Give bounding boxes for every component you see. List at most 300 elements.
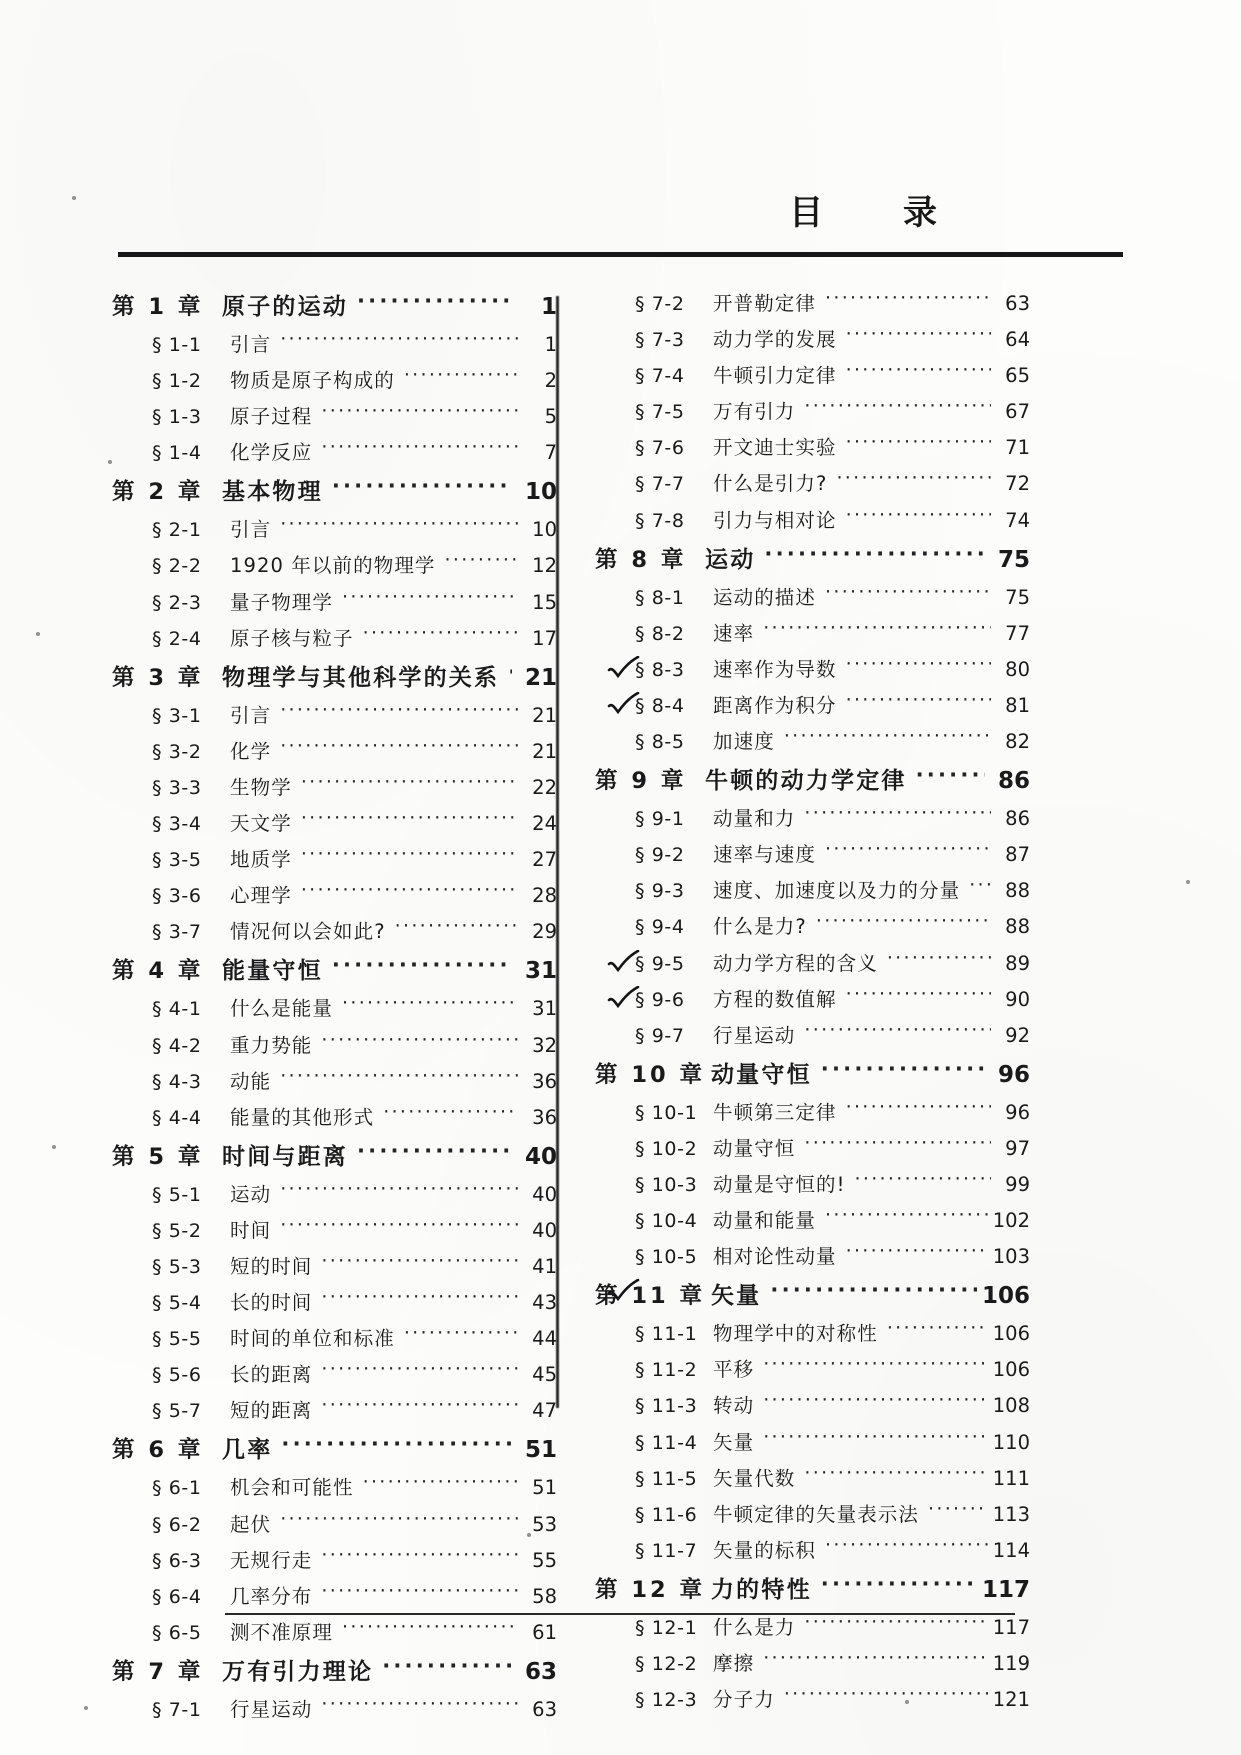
- section-title: 1920 年以前的物理学: [230, 554, 436, 578]
- chapter-title: 力的特性: [710, 1576, 812, 1603]
- toc-section-row: [112, 1323, 557, 1359]
- page-number: 2: [544, 369, 557, 393]
- section-label: § 6-3: [152, 1549, 202, 1572]
- section-title: 能量的其他形式: [230, 1105, 375, 1129]
- page-number: 102: [992, 1209, 1030, 1233]
- toc-section-row: [112, 1617, 557, 1653]
- section-label: § 11-6: [635, 1503, 698, 1526]
- page-number: 58: [532, 1584, 557, 1608]
- page-number: 21: [532, 739, 557, 763]
- toc-section-row: [595, 505, 1030, 541]
- page-number: 80: [1005, 657, 1030, 681]
- dot-leader: [445, 556, 518, 572]
- dot-leader: [825, 1541, 988, 1557]
- dot-leader: [357, 1148, 512, 1164]
- dot-leader: [763, 1360, 988, 1376]
- toc-section-row: [595, 911, 1030, 947]
- page-number: 117: [981, 1576, 1030, 1603]
- toc-section-row: [595, 803, 1030, 839]
- section-title: 加速度: [713, 730, 775, 754]
- toc-chapter-row: [112, 659, 557, 700]
- dot-leader: [382, 1663, 512, 1679]
- dot-leader: [280, 1072, 518, 1088]
- scan-speck: [84, 1706, 88, 1710]
- section-title: 什么是力?: [713, 915, 807, 939]
- section-label: § 12-2: [635, 1653, 698, 1675]
- page-number: 89: [1005, 951, 1030, 975]
- page-number: 47: [532, 1399, 557, 1423]
- toc-section-row: [595, 1390, 1030, 1426]
- page-number: 81: [1005, 693, 1030, 717]
- dot-leader: [804, 402, 991, 418]
- section-title: 情况何以会如此?: [230, 920, 386, 944]
- page-number: 45: [532, 1363, 557, 1387]
- chapter-title: 万有引力理论: [222, 1658, 374, 1685]
- dot-leader: [321, 1401, 518, 1417]
- dot-leader: [301, 814, 518, 830]
- toc-section-row: [595, 582, 1030, 618]
- section-label: § 10-3: [635, 1173, 698, 1196]
- toc-section-row: [595, 984, 1030, 1020]
- section-label: § 1-3: [152, 406, 202, 429]
- chapter-title: 矢量: [710, 1283, 762, 1310]
- dot-leader: [846, 366, 991, 382]
- section-label: § 11-3: [635, 1395, 698, 1418]
- chapter-title: 能量守恒: [222, 958, 323, 985]
- page-number: 106: [981, 1283, 1030, 1310]
- footer-rule: [225, 1613, 1015, 1615]
- dot-leader: [764, 551, 985, 567]
- section-title: 相对论性动量: [713, 1245, 837, 1269]
- section-label: § 5-7: [152, 1400, 202, 1423]
- chapter-label: 第 3 章: [112, 664, 204, 691]
- section-label: § 1-4: [152, 442, 202, 465]
- section-label: § 5-2: [152, 1219, 202, 1242]
- dot-leader: [804, 1469, 987, 1485]
- chapter-label: 第 11 章: [595, 1283, 705, 1310]
- toc-section-row: [595, 1684, 1030, 1720]
- toc-right-column: [595, 288, 1030, 1730]
- dot-leader: [342, 1623, 518, 1639]
- section-title: 转动: [713, 1394, 755, 1418]
- dot-leader: [280, 1515, 518, 1531]
- section-label: § 5-1: [152, 1183, 202, 1206]
- dot-leader: [825, 845, 991, 861]
- section-title: 引言: [230, 518, 272, 542]
- page-number: 61: [532, 1620, 557, 1644]
- page-number: 86: [997, 768, 1030, 795]
- chapter-label: 第 1 章: [112, 294, 204, 320]
- page-number: 121: [992, 1688, 1030, 1712]
- chapter-label: 第 12 章: [595, 1576, 705, 1603]
- section-title: 引言: [230, 333, 272, 356]
- section-label: § 7-2: [635, 293, 685, 315]
- toc-section-row: [112, 772, 557, 808]
- chapter-label: 第 9 章: [595, 768, 687, 795]
- section-label: § 7-4: [635, 365, 685, 388]
- dot-leader: [846, 438, 991, 454]
- page-number: 1: [544, 333, 557, 356]
- toc-section-row: [595, 1499, 1030, 1535]
- section-title: 时间的单位和标准: [230, 1327, 395, 1351]
- page-number: 36: [532, 1105, 557, 1129]
- toc-section-row: [112, 623, 557, 659]
- toc-section-row: [595, 1169, 1030, 1205]
- dot-leader: [763, 1654, 988, 1670]
- toc-chapter-row: [112, 1653, 557, 1694]
- section-label: § 11-2: [635, 1359, 698, 1382]
- dot-leader: [887, 1324, 988, 1340]
- chapter-title: 几率: [222, 1437, 273, 1464]
- page-number: 90: [1005, 987, 1030, 1011]
- dot-leader: [342, 593, 518, 609]
- dot-leader: [846, 990, 991, 1006]
- section-label: § 7-6: [635, 437, 685, 460]
- toc-section-row: [112, 700, 557, 736]
- dot-leader: [916, 772, 985, 788]
- dot-leader: [321, 1293, 518, 1309]
- chapter-title: 原子的运动: [222, 294, 348, 320]
- dot-leader: [363, 1478, 518, 1494]
- dot-leader: [383, 1108, 518, 1124]
- section-title: 量子物理学: [230, 590, 334, 614]
- page-number: 24: [532, 812, 557, 836]
- section-label: § 3-6: [152, 885, 202, 908]
- page-number: 40: [524, 1143, 557, 1170]
- toc-section-row: [595, 360, 1030, 396]
- dot-leader: [301, 850, 518, 866]
- dot-leader: [321, 1257, 518, 1273]
- dot-leader: [280, 706, 518, 722]
- scan-speck: [52, 1145, 56, 1149]
- section-title: 矢量的标积: [713, 1538, 817, 1562]
- page-number: 40: [532, 1218, 557, 1242]
- dot-leader: [332, 483, 512, 499]
- section-title: 测不准原理: [230, 1620, 334, 1644]
- section-label: § 1-1: [152, 334, 202, 356]
- dot-leader: [770, 1287, 977, 1303]
- section-label: § 9-4: [635, 916, 685, 939]
- page-number: 99: [1005, 1172, 1030, 1196]
- section-title: 万有引力: [713, 400, 796, 424]
- scan-speck: [905, 1700, 909, 1704]
- page-number: 87: [1005, 843, 1030, 867]
- dot-leader: [321, 1587, 518, 1603]
- section-title: 无规行走: [230, 1548, 313, 1572]
- page-number: 29: [532, 920, 557, 944]
- section-title: 动力学方程的含义: [713, 951, 878, 975]
- section-label: § 2-2: [152, 555, 202, 578]
- section-label: § 8-5: [635, 731, 685, 754]
- chapter-label: 第 2 章: [112, 479, 204, 506]
- chapter-title: 时间与距离: [222, 1143, 348, 1170]
- page-title: 目 录: [789, 193, 971, 233]
- toc-section-row: [595, 654, 1030, 690]
- section-title: 引力与相对论: [713, 508, 837, 532]
- dot-leader: [821, 1066, 985, 1082]
- chapter-title: 动量守恒: [710, 1061, 812, 1088]
- section-title: 动量和能量: [713, 1209, 817, 1233]
- section-label: § 10-4: [635, 1210, 698, 1233]
- dot-leader: [280, 742, 518, 758]
- page-number: 88: [1005, 915, 1030, 939]
- dot-leader: [784, 1690, 988, 1706]
- toc-chapter-row: [112, 1138, 557, 1179]
- page-number: 77: [1005, 621, 1030, 645]
- dot-leader: [280, 520, 518, 536]
- page-number: 21: [524, 664, 557, 691]
- chapter-title: 运动: [705, 546, 756, 573]
- section-title: 什么是引力?: [713, 472, 828, 496]
- section-title: 起伏: [230, 1512, 272, 1536]
- dot-leader: [280, 1221, 518, 1237]
- page-number: 22: [532, 775, 557, 799]
- section-title: 原子过程: [230, 405, 313, 429]
- page-number: 41: [532, 1254, 557, 1278]
- toc-section-row: [595, 726, 1030, 762]
- page-number: 108: [992, 1394, 1030, 1418]
- chapter-title: 物理学与其他科学的关系: [222, 664, 500, 691]
- section-label: § 7-5: [635, 401, 685, 424]
- section-title: 距离作为积分: [713, 693, 837, 717]
- toc-section-row: [112, 1215, 557, 1251]
- section-title: 原子核与粒子: [230, 626, 354, 650]
- toc-section-row: [595, 618, 1030, 654]
- page-number: 15: [532, 590, 557, 614]
- section-label: § 8-4: [635, 694, 685, 717]
- section-title: 物理学中的对称性: [713, 1322, 878, 1346]
- toc-chapter-row: [595, 762, 1030, 803]
- section-label: § 8-1: [635, 586, 685, 609]
- section-title: 摩擦: [713, 1652, 755, 1675]
- toc-section-row: [595, 1463, 1030, 1499]
- toc-section-row: [595, 324, 1030, 360]
- page-number: 71: [1005, 436, 1030, 460]
- scan-speck: [527, 1533, 531, 1537]
- section-title: 生物学: [230, 775, 292, 799]
- section-label: § 11-1: [635, 1323, 698, 1346]
- page-number: 75: [1005, 585, 1030, 609]
- section-label: § 6-2: [152, 1513, 202, 1536]
- page-number: 17: [532, 626, 557, 650]
- scan-speck: [1186, 880, 1190, 884]
- page-number: 119: [992, 1652, 1030, 1675]
- dot-leader: [763, 1433, 988, 1449]
- chapter-label: 第 6 章: [112, 1437, 204, 1464]
- dot-leader: [357, 298, 512, 314]
- toc-section-row: [595, 396, 1030, 432]
- toc-section-row: [112, 1030, 557, 1066]
- page-number: 40: [532, 1182, 557, 1206]
- toc-section-row: [112, 514, 557, 550]
- dot-leader: [321, 1365, 518, 1381]
- dot-leader: [301, 778, 518, 794]
- section-title: 分子力: [713, 1688, 775, 1712]
- section-title: 长的距离: [230, 1363, 313, 1387]
- section-label: § 5-3: [152, 1255, 202, 1278]
- dot-leader: [321, 443, 518, 459]
- section-title: 化学反应: [230, 441, 313, 465]
- page-number: 5: [544, 405, 557, 429]
- section-title: 心理学: [230, 884, 292, 908]
- dot-leader: [301, 886, 518, 902]
- section-label: § 7-8: [635, 509, 685, 532]
- dot-leader: [846, 1103, 991, 1119]
- section-title: 牛顿定律的矢量表示法: [713, 1502, 920, 1526]
- dot-leader: [846, 660, 991, 676]
- dot-leader: [321, 1551, 518, 1567]
- section-title: 什么是力: [713, 1615, 796, 1639]
- section-label: § 7-3: [635, 329, 685, 352]
- section-title: 牛顿引力定律: [713, 364, 837, 388]
- section-label: § 3-1: [152, 704, 202, 727]
- section-label: § 3-5: [152, 849, 202, 872]
- section-title: 速率: [713, 621, 755, 645]
- section-label: § 10-2: [635, 1137, 698, 1160]
- dot-leader: [855, 1175, 991, 1191]
- dot-leader: [846, 696, 991, 712]
- dot-leader: [887, 954, 991, 970]
- toc-columns: [0, 288, 1241, 1730]
- page-number: 82: [1005, 730, 1030, 754]
- dot-leader: [804, 1026, 991, 1042]
- dot-leader: [280, 1185, 518, 1201]
- dot-leader: [332, 962, 512, 978]
- dot-leader: [816, 917, 991, 933]
- page-number: 31: [524, 958, 557, 985]
- section-label: § 2-1: [152, 519, 202, 542]
- page-number: 117: [992, 1615, 1030, 1639]
- toc-section-row: [112, 1251, 557, 1287]
- section-title: 动量和力: [713, 807, 796, 831]
- toc-section-row: [595, 1097, 1030, 1133]
- section-title: 开文迪士实验: [713, 436, 837, 460]
- section-label: § 2-4: [152, 627, 202, 650]
- toc-section-row: [112, 916, 557, 952]
- page-number: 51: [532, 1476, 557, 1500]
- toc-section-row: [112, 550, 557, 586]
- section-label: § 11-5: [635, 1467, 698, 1490]
- toc-section-row: [112, 1395, 557, 1431]
- chapter-label: 第 10 章: [595, 1061, 705, 1088]
- section-label: § 8-2: [635, 622, 685, 645]
- section-title: 长的时间: [230, 1291, 313, 1315]
- section-label: § 7-1: [152, 1698, 202, 1721]
- page-number: 97: [1005, 1136, 1030, 1160]
- section-label: § 4-2: [152, 1034, 202, 1057]
- dot-leader: [969, 881, 991, 897]
- toc-section-row: [112, 1545, 557, 1581]
- page-number: 31: [532, 997, 557, 1021]
- page-number: 67: [1005, 400, 1030, 424]
- dot-leader: [321, 407, 518, 423]
- section-title: 动力学的发展: [713, 328, 837, 352]
- chapter-label: 第 7 章: [112, 1658, 204, 1685]
- toc-section-row: [595, 1612, 1030, 1648]
- section-title: 速度、加速度以及力的分量: [713, 879, 961, 903]
- toc-section-row: [595, 1535, 1030, 1571]
- section-title: 短的距离: [230, 1399, 313, 1423]
- section-label: § 5-6: [152, 1364, 202, 1387]
- section-label: § 10-1: [635, 1101, 698, 1124]
- dot-leader: [342, 999, 518, 1015]
- dot-leader: [846, 511, 991, 527]
- section-title: 行星运动: [713, 1023, 796, 1047]
- section-label: § 9-7: [635, 1024, 685, 1047]
- page-number: 7: [544, 441, 557, 465]
- section-label: § 4-4: [152, 1106, 202, 1129]
- section-title: 运动: [230, 1182, 272, 1206]
- section-label: § 11-7: [635, 1539, 698, 1562]
- toc-section-row: [595, 1133, 1030, 1169]
- section-title: 动量守恒: [713, 1136, 796, 1160]
- toc-section-row: [112, 1359, 557, 1395]
- section-label: § 8-3: [635, 658, 685, 681]
- dot-leader: [280, 335, 518, 351]
- toc-section-row: [595, 1648, 1030, 1684]
- toc-chapter-row: [595, 1056, 1030, 1097]
- toc-chapter-row: [112, 473, 557, 514]
- dot-leader: [784, 732, 991, 748]
- section-title: 矢量代数: [713, 1466, 796, 1490]
- page-number: 88: [1005, 879, 1030, 903]
- dot-leader: [395, 922, 518, 938]
- page-number: 113: [992, 1502, 1030, 1526]
- toc-section-row: [595, 1020, 1030, 1056]
- section-label: § 12-1: [635, 1616, 698, 1639]
- toc-section-row: [595, 1427, 1030, 1463]
- toc-section-row: [595, 839, 1030, 875]
- section-title: 引言: [230, 703, 272, 727]
- page-number: 74: [1005, 508, 1030, 532]
- toc-section-row: [595, 690, 1030, 726]
- section-label: § 9-5: [635, 952, 685, 975]
- page-number: 32: [532, 1033, 557, 1057]
- page-number: 44: [532, 1327, 557, 1351]
- dot-leader: [404, 1329, 518, 1345]
- page-number: 63: [1005, 292, 1030, 315]
- section-label: § 11-4: [635, 1431, 698, 1454]
- section-title: 短的时间: [230, 1254, 313, 1278]
- section-title: 几率分布: [230, 1584, 313, 1608]
- toc-section-row: [112, 1509, 557, 1545]
- section-label: § 9-3: [635, 880, 685, 903]
- section-title: 速率与速度: [713, 843, 817, 867]
- page-number: 64: [1005, 328, 1030, 352]
- page-header: [0, 185, 1241, 234]
- section-label: § 2-3: [152, 591, 202, 614]
- section-label: § 6-5: [152, 1621, 202, 1644]
- section-title: 行星运动: [230, 1697, 313, 1721]
- section-label: § 6-4: [152, 1585, 202, 1608]
- page-number: 10: [532, 518, 557, 542]
- section-label: § 5-5: [152, 1328, 202, 1351]
- page-number: 106: [992, 1322, 1030, 1346]
- page-number: 106: [992, 1358, 1030, 1382]
- page-number: 92: [1005, 1023, 1030, 1047]
- dot-leader: [928, 1505, 988, 1521]
- toc-section-row: [595, 468, 1030, 504]
- toc-section-row: [595, 288, 1030, 324]
- dot-leader: [763, 624, 991, 640]
- section-title: 平移: [713, 1358, 755, 1382]
- page-number: 103: [992, 1245, 1030, 1269]
- dot-leader: [846, 330, 991, 346]
- section-title: 什么是能量: [230, 997, 334, 1021]
- section-label: § 9-2: [635, 844, 685, 867]
- page-number: 65: [1005, 364, 1030, 388]
- section-label: § 6-1: [152, 1477, 202, 1500]
